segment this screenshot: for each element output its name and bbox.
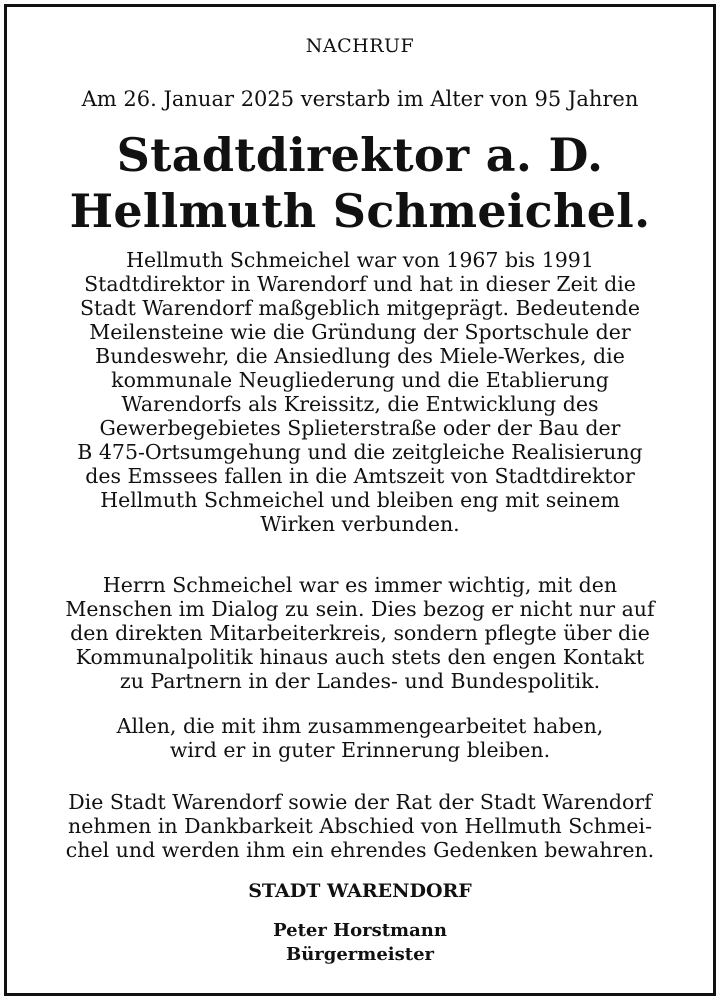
deceased-title-name [7, 127, 713, 239]
paragraph-remembrance [21, 714, 699, 762]
title-line-2: Hellmuth Schmeichel. [69, 184, 651, 238]
obituary-frame [4, 4, 716, 996]
paragraph-career [21, 248, 699, 536]
paragraph-line: chel und werden ihm ein ehrendes Gedenken bewahren. [65, 838, 655, 862]
paragraph-line: Menschen im Dialog zu sein. Dies bezog er nicht nur auf [65, 597, 655, 621]
paragraph-line: wird er in guter Erinnerung bleiben. [169, 738, 551, 762]
paragraph-line: nehmen in Dankbarkeit Abschied von Hellmuth Schmei- [68, 814, 652, 838]
paragraph-line: kommunale Neugliederung und die Etablierung [111, 368, 609, 392]
paragraph-line: B 475-Ortsumgehung und die zeitgleiche Realisierung [77, 440, 643, 464]
paragraph-line: Hellmuth Schmeichel war von 1967 bis 1991 [126, 248, 594, 272]
paragraph-line: Kommunalpolitik hinaus auch stets den engen Kontakt [75, 645, 645, 669]
signer-name: Peter Horstmann [273, 920, 447, 941]
death-dateline: Am 26. Januar 2025 verstarb im Alter von 95 Jahren [81, 87, 639, 111]
notice-heading: NACHRUF [305, 35, 415, 57]
organization-name: STADT WARENDORF [248, 880, 472, 902]
signer-title: Bürgermeister [285, 944, 435, 965]
paragraph-line: den direkten Mitarbeiterkreis, sondern pflegte über die [70, 621, 650, 645]
paragraph-line: Warendorfs als Kreissitz, die Entwicklung des [121, 392, 599, 416]
title-line-1: Stadtdirektor a. D. [116, 128, 604, 182]
paragraph-line: Stadtdirektor in Warendorf und hat in dieser Zeit die [84, 272, 636, 296]
paragraph-line: Gewerbegebietes Splieterstraße oder der Bau der [99, 416, 621, 440]
paragraph-dialog [21, 573, 699, 693]
paragraph-line: Die Stadt Warendorf sowie der Rat der Stadt Warendorf [68, 790, 652, 814]
paragraph-line: Herrn Schmeichel war es immer wichtig, mit den [102, 573, 618, 597]
paragraph-farewell [21, 790, 699, 862]
paragraph-line: Meilensteine wie die Gründung der Sportschule der [89, 320, 631, 344]
paragraph-line: Hellmuth Schmeichel und bleiben eng mit seinem [100, 488, 620, 512]
paragraph-line: Allen, die mit ihm zusammengearbeitet haben, [116, 714, 604, 738]
paragraph-line: Wirken verbunden. [260, 512, 460, 536]
paragraph-line: des Emssees fallen in die Amtszeit von Stadtdirektor [85, 464, 635, 488]
paragraph-line: Stadt Warendorf maßgeblich mitgeprägt. Bedeutende [80, 296, 640, 320]
signature-block [7, 919, 713, 967]
paragraph-line: zu Partnern in der Landes- und Bundespolitik. [119, 669, 601, 693]
paragraph-line: Bundeswehr, die Ansiedlung des Miele-Werkes, die [95, 344, 625, 368]
